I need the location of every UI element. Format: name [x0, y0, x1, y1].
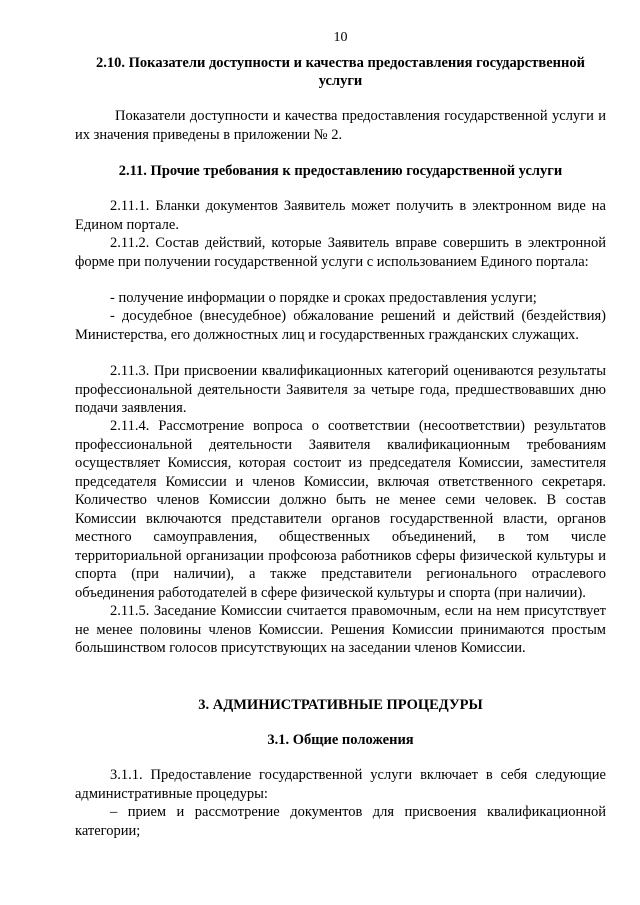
section-2-10-heading-line2: услуги: [318, 73, 363, 89]
section-2-11-heading: 2.11. Прочие требования к предоставлению государственной услуги: [118, 163, 563, 179]
paragraph-2-11-5: 2.11.5. Заседание Комиссии считается правомочным, если на нем присутствует не менее половины членов Комиссии. Решения Комиссии принимаются простым большинством голосов присутствующих на заседании членов Комиссии.: [75, 603, 606, 656]
list-item-reception: – прием и рассмотрение документов для присвоения квалификационной категории;: [75, 804, 606, 839]
section-2-10-paragraph: Показатели доступности и качества предоставления государственной услуги и их значения приведены в приложении № 2.: [75, 108, 606, 143]
paragraph-2-11-1: 2.11.1. Бланки документов Заявитель может получить в электронном виде на Едином портале.: [75, 198, 606, 233]
section-2-10-heading: [75, 54, 606, 90]
list-item-info: - получение информации о порядке и сроках предоставления услуги;: [110, 290, 537, 306]
page-number: 10: [333, 30, 348, 45]
paragraph-2-11-4: 2.11.4. Рассмотрение вопроса о соответствии (несоответствии) результатов профессиональной деятельности Заявителя квалификационным требованиям осуществляет Комиссия, которая состоит из председателя Комиссии, заместителя председателя Комиссии и членов Комиссии, включая ответственного секретаря. Количество членов Комиссии должно быть не менее семи человек. В состав Комиссии включаются представители органов государственной власти, органов местного самоуправления, общественных объединений, в том числе территориальной организации профсоюза работников сферы физической культуры и спорта (при наличии), а также представители регионального отраслевого объединения работодателей в сфере физической культуры и спорта (при наличии).: [75, 418, 606, 601]
section-2-10-heading-line1: 2.10. Показатели доступности и качества предоставления государственной: [96, 55, 585, 71]
list-item-appeal: - досудебное (внесудебное) обжалование решений и действий (бездействия) Министерства, его должностных лиц и государственных гражданских служащих.: [75, 308, 606, 343]
section-3-heading: 3. АДМИНИСТРАТИВНЫЕ ПРОЦЕДУРЫ: [198, 697, 483, 713]
paragraph-3-1-1: 3.1.1. Предоставление государственной услуги включает в себя следующие административные процедуры:: [75, 767, 606, 802]
paragraph-2-11-3: 2.11.3. При присвоении квалификационных категорий оцениваются результаты профессиональной деятельности Заявителя за четыре года, предшествовавших дню подачи заявления.: [75, 363, 606, 416]
section-3-1-subheading: 3.1. Общие положения: [267, 732, 414, 748]
paragraph-2-11-2: 2.11.2. Состав действий, которые Заявитель вправе совершить в электронной форме при получении государственной услуги с использованием Единого портала:: [75, 235, 606, 270]
